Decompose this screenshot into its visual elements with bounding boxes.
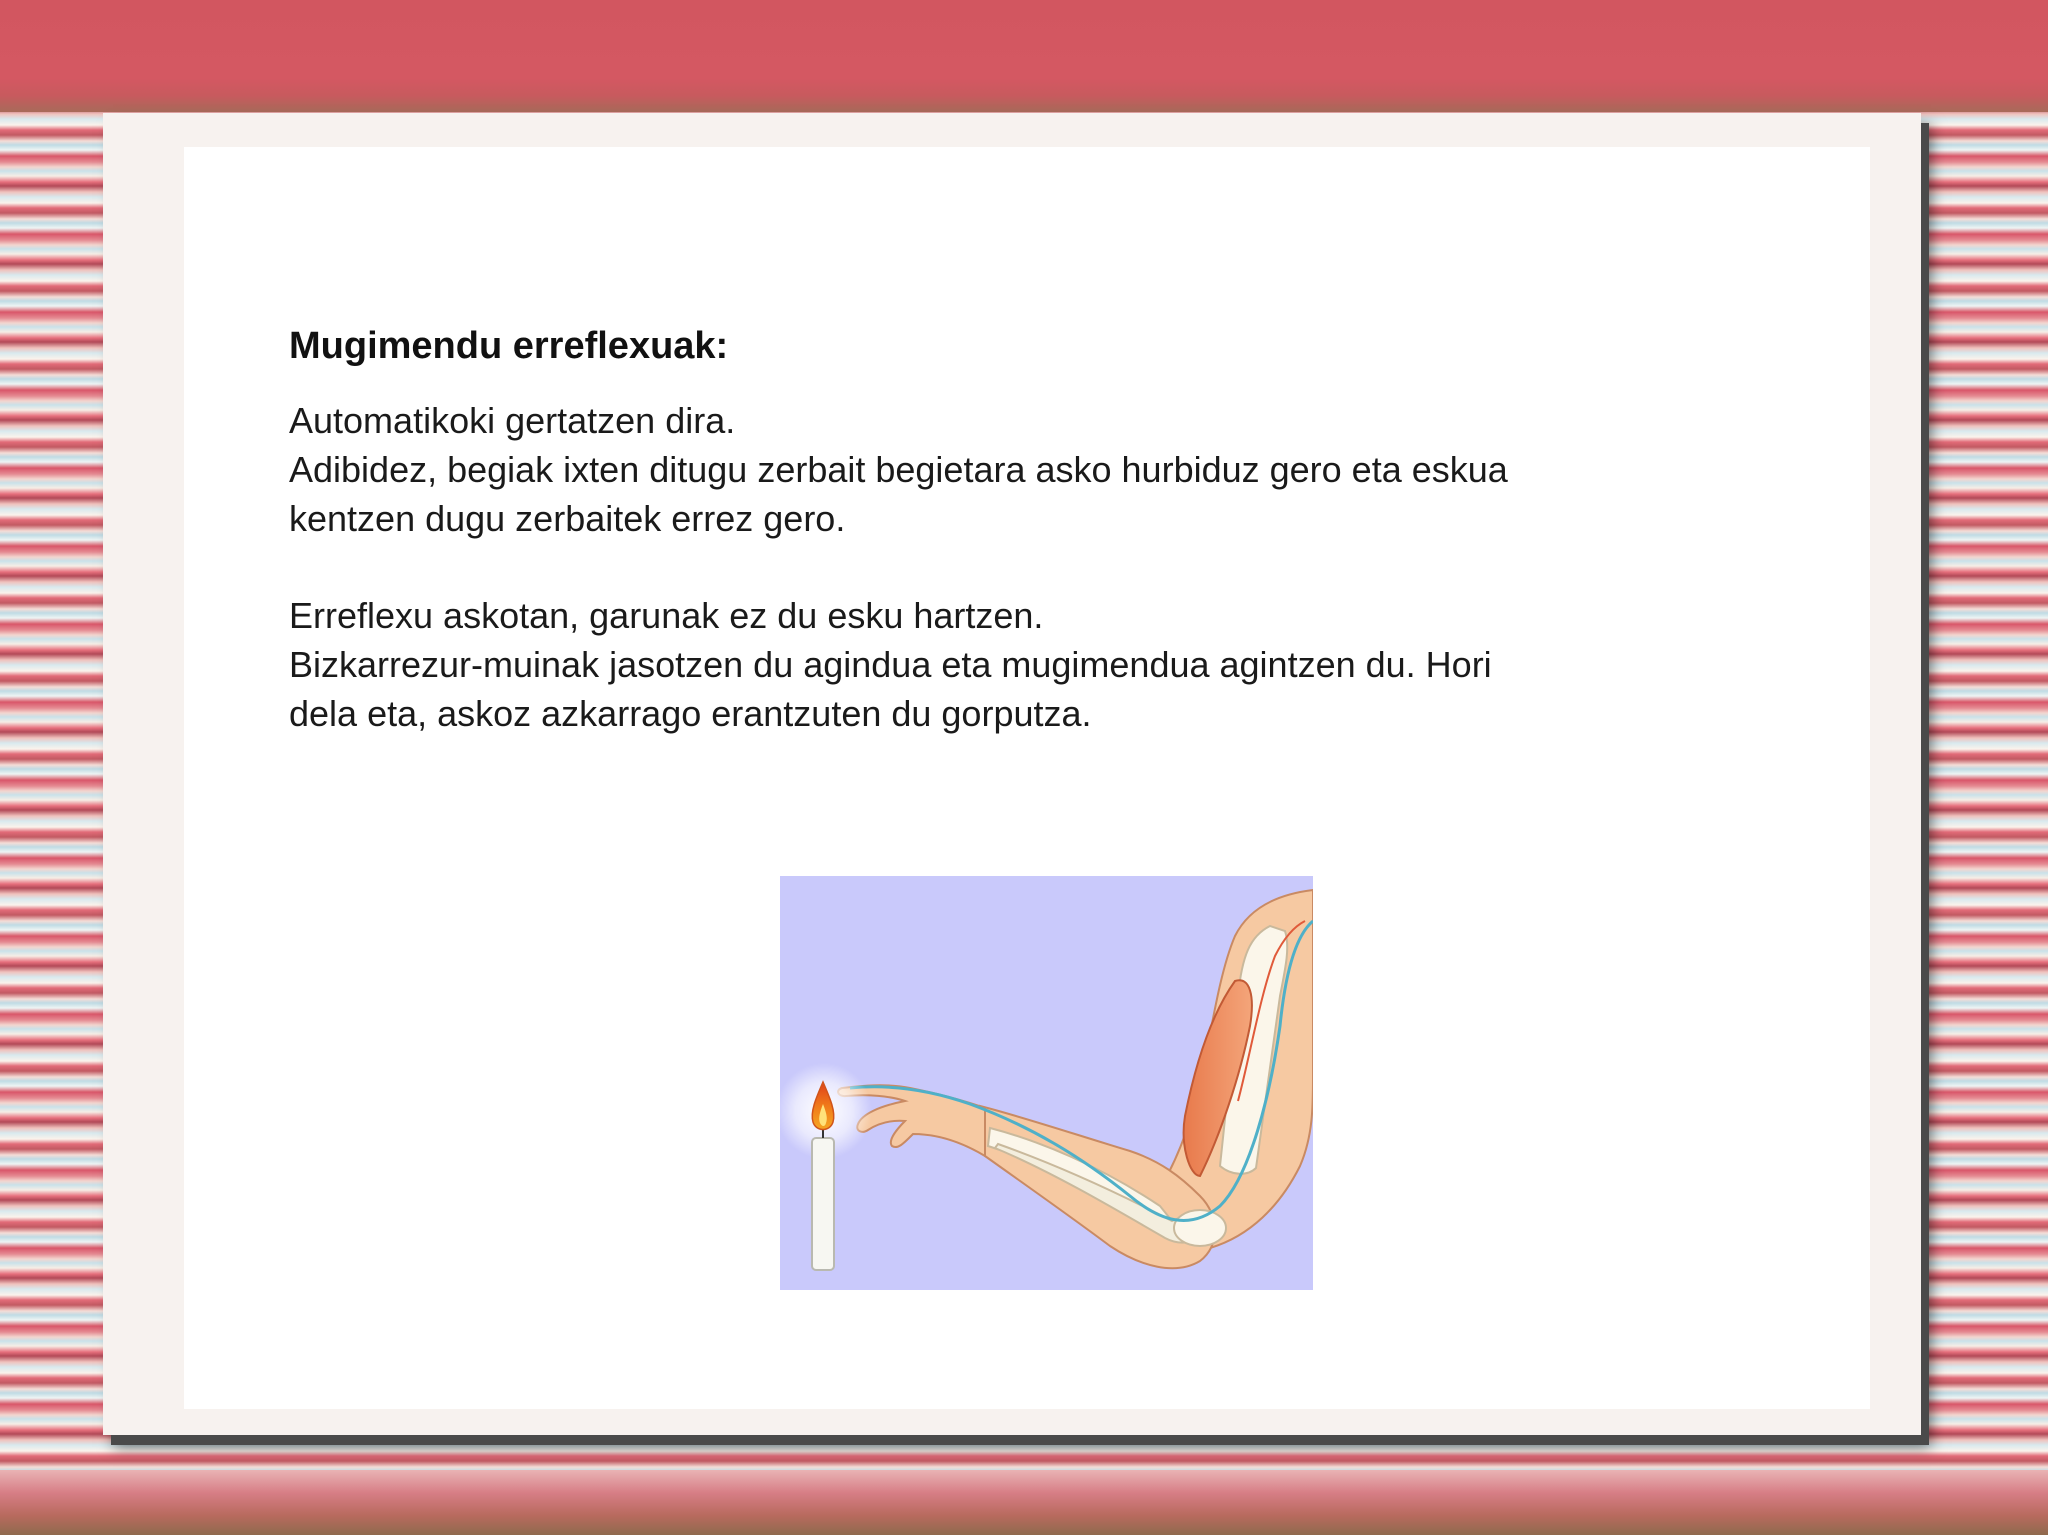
paragraph-2-line: Erreflexu askotan, garunak ez du esku hartzen. — [289, 595, 1044, 636]
paragraph-2-line: dela eta, askoz azkarrago erantzuten du gorputza. — [289, 693, 1092, 734]
paragraph-2-line: Bizkarrezur-muinak jasotzen du agindua eta mugimendua agintzen du. Hori — [289, 644, 1492, 685]
top-decorative-band — [0, 0, 2048, 112]
paragraph-2 — [289, 591, 1749, 738]
candle — [812, 1138, 834, 1270]
paragraph-1-line: Adibidez, begiak ixten ditugu zerbait begietara asko hurbiduz gero eta eskua — [289, 449, 1508, 490]
paragraph-1-line: kentzen dugu zerbaitek errez gero. — [289, 498, 846, 539]
elbow-joint — [1174, 1210, 1226, 1246]
bottom-decorative-band — [0, 1470, 2048, 1535]
slide-frame — [103, 113, 1921, 1435]
paragraph-1-line: Automatikoki gertatzen dira. — [289, 400, 736, 441]
slide-content — [184, 147, 1870, 1409]
paragraph-1 — [289, 396, 1749, 543]
slide-heading: Mugimendu erreflexuak: — [289, 325, 729, 367]
reflex-arm-illustration — [780, 876, 1313, 1290]
